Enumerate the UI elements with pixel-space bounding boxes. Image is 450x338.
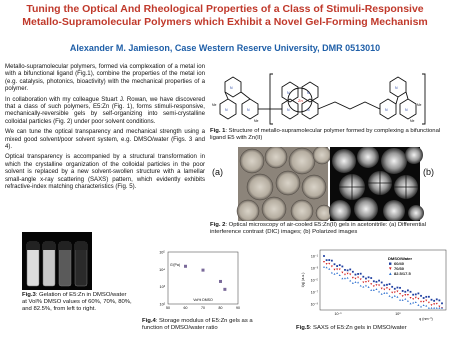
fig5-data-point [333, 269, 335, 271]
fig5-data-point [404, 298, 406, 300]
fig5-data-point [323, 261, 325, 263]
fig4-y-tick-label: 10³ [159, 285, 165, 290]
fig5-data-point [397, 287, 399, 289]
fig5-data-point [375, 284, 377, 286]
svg-text:Me: Me [212, 103, 217, 107]
fig5-data-point [333, 273, 335, 275]
svg-text:N: N [230, 86, 233, 90]
fig5-data-point [436, 307, 438, 309]
fig5-data-point [344, 274, 346, 276]
fig5-data-point [391, 296, 393, 298]
fig5-data-point [425, 305, 427, 307]
fig5-data-point [433, 300, 435, 302]
fig5-data-point [412, 302, 414, 304]
fig5-data-point [389, 295, 391, 297]
svg-text:N: N [287, 108, 290, 112]
fig5-data-point [355, 274, 357, 276]
fig5-data-point [328, 268, 330, 270]
fig5-data-point [410, 303, 412, 305]
paragraph-2: In collaboration with my colleague Stuart J. Rowan, we have discovered that a class of such polymers, E5:Zn (Fig. 1), forms stimuli-responsive, mechanically-reversible gels by self-organizing into semi-crystalline colloidal particles (Fig. 2) under poor solvent conditions. [5, 95, 205, 125]
fig5-data-point [438, 299, 440, 301]
fig5-data-point [402, 299, 404, 301]
fig5-data-point [425, 300, 427, 302]
fig5-data-point [412, 294, 414, 296]
fig5-data-point [365, 281, 367, 283]
fig1-caption-label: Fig. 1 [210, 128, 226, 134]
fig5-data-point [386, 292, 388, 294]
fig5-data-point [344, 277, 346, 279]
fig5-data-point [339, 268, 341, 270]
fig5-caption-label: Fig.5 [296, 325, 310, 331]
fig5-data-point [323, 255, 325, 257]
fig5-data-point [428, 302, 430, 304]
fig5-data-point [420, 306, 422, 308]
fig5-data-point [378, 291, 380, 293]
svg-text:Me: Me [410, 119, 415, 123]
fig5-data-point [438, 307, 440, 309]
fig4-data-point [223, 288, 226, 291]
fig5-data-point [428, 307, 430, 309]
fig5-y-tick-label: 10⁻⁹ [310, 302, 318, 307]
fig5-data-point [326, 266, 328, 268]
fig4-x-tick-label: 70 [201, 306, 205, 310]
fig5-data-point [373, 280, 375, 282]
fig5-data-point [370, 283, 372, 285]
fig4-y-tick-label: 10² [159, 302, 165, 307]
fig5-data-point [347, 277, 349, 279]
fig5-data-point [375, 288, 377, 290]
fig5-data-point [341, 277, 343, 279]
fig5-data-point [336, 265, 338, 267]
fig5-data-point [383, 284, 385, 286]
fig5-data-point [402, 295, 404, 297]
svg-text:Me: Me [254, 119, 259, 123]
fig5-data-point [399, 287, 401, 289]
fig5-data-point [399, 299, 401, 301]
fig5-data-point [399, 293, 401, 295]
fig5-data-point [360, 273, 362, 275]
fig5-y-tick-label: 10⁻⁵ [310, 278, 318, 283]
fig5-data-point [347, 273, 349, 275]
fig5-data-point [396, 296, 398, 298]
fig4-storage-modulus-chart [142, 248, 244, 316]
fig5-y-tick-label: 10⁻³ [310, 266, 318, 271]
fig5-data-point [420, 301, 422, 303]
fig5-data-point [431, 299, 433, 301]
fig5-data-point [417, 304, 419, 306]
fig5-data-point [331, 266, 333, 268]
fig5-data-point [344, 269, 346, 271]
fig5-data-point [354, 281, 356, 283]
fig5-data-point [368, 276, 370, 278]
fig5-data-point [423, 304, 425, 306]
fig5-data-point [373, 289, 375, 291]
fig5-data-point [394, 288, 396, 290]
svg-text:N: N [395, 86, 398, 90]
fig2-caption-label: Fig. 2 [210, 222, 226, 228]
fig5-data-point [352, 282, 354, 284]
fig4-x-axis-label: Vol% DMSO [193, 298, 213, 302]
fig5-data-point [357, 273, 359, 275]
fig4-x-tick-label: 50 [166, 306, 170, 310]
fig5-data-point [352, 271, 354, 273]
fig4-caption [142, 318, 257, 332]
fig5-data-point [391, 292, 393, 294]
fig5-data-point [431, 307, 433, 309]
fig5-data-point [336, 269, 338, 271]
fig5-data-point [381, 282, 383, 284]
fig4-caption-label: Fig.4 [142, 318, 156, 324]
fig5-data-point [362, 286, 364, 288]
fig3-caption [22, 292, 132, 314]
fig5-data-point [339, 274, 341, 276]
fig5-data-point [360, 278, 362, 280]
svg-text:N: N [385, 108, 388, 112]
fig5-data-point [410, 291, 412, 293]
fig5-plot-frame [320, 250, 446, 310]
fig5-data-point [404, 294, 406, 296]
svg-text:N: N [307, 108, 310, 112]
fig5-data-point [383, 292, 385, 294]
fig5-data-point [417, 298, 419, 300]
fig5-data-point [354, 278, 356, 280]
fig5-data-point [441, 302, 443, 304]
paragraph-3: We can tune the optical transparency and mechanical strength using a mixed good solvent/poor solvent system, e.g. DMSO/water (Figs. 3 and 4). [5, 128, 205, 151]
poster-title [0, 3, 450, 29]
fig5-data-point [326, 263, 328, 265]
fig5-data-point [415, 293, 417, 295]
fig5-data-point [339, 264, 341, 266]
fig5-legend-entry: 70/30 [394, 266, 405, 271]
fig3-caption-label: Fig.3 [22, 292, 36, 298]
fig5-data-point [415, 301, 417, 303]
svg-text:N: N [307, 91, 310, 95]
fig3-vials-photo [22, 232, 92, 290]
svg-text:N: N [247, 108, 250, 112]
fig5-data-point [381, 288, 383, 290]
fig5-data-point [368, 280, 370, 282]
fig2-label-b: (b) [423, 167, 434, 177]
fig5-legend-marker [389, 263, 391, 265]
fig5-data-point [368, 286, 370, 288]
fig5-x-tick-label: 10⁰ [395, 312, 401, 316]
fig5-data-point [349, 280, 351, 282]
fig5-data-point [365, 285, 367, 287]
fig5-data-point [357, 277, 359, 279]
fig5-data-point [436, 303, 438, 305]
svg-text:Me: Me [417, 103, 422, 107]
fig5-data-point [334, 263, 336, 265]
fig5-data-point [436, 298, 438, 300]
fig5-data-point [386, 284, 388, 286]
svg-text:N: N [287, 91, 290, 95]
fig5-data-point [394, 291, 396, 293]
svg-text:N: N [225, 108, 228, 112]
fig5-data-point [331, 260, 333, 262]
fig5-caption-text: : SAXS of E5:Zn gels in DMSO/water [309, 325, 407, 331]
fig5-data-point [362, 281, 364, 283]
fig5-data-point [423, 301, 425, 303]
fig5-data-point [394, 295, 396, 297]
fig5-data-point [331, 272, 333, 274]
fig5-data-point [415, 297, 417, 299]
fig5-data-point [352, 277, 354, 279]
fig1-caption-text: : Structure of metallo-supramolecular polymer formed by complexing a bifunctional ligand E5 with Zn(II) [210, 128, 441, 142]
fig4-data-point [184, 265, 187, 268]
fig5-data-point [407, 300, 409, 302]
fig5-data-point [389, 289, 391, 291]
fig5-saxs-chart [296, 248, 448, 322]
svg-text:Zn: Zn [298, 98, 303, 103]
fig5-data-point [328, 259, 330, 261]
fig5-data-point [378, 280, 380, 282]
fig5-data-point [326, 259, 328, 261]
fig5-legend-entry: 60/40 [394, 261, 405, 266]
fig5-data-point [389, 283, 391, 285]
fig5-data-point [386, 287, 388, 289]
title-line-1: Tuning the Optical And Rheological Properties of a Class of Stimuli-Responsive [26, 3, 424, 15]
fig5-data-point [360, 285, 362, 287]
fig5-data-point [420, 295, 422, 297]
fig5-data-point [328, 263, 330, 265]
fig5-data-point [396, 291, 398, 293]
fig5-data-point [412, 298, 414, 300]
fig5-data-point [407, 289, 409, 291]
fig5-data-point [336, 272, 338, 274]
fig5-data-point [349, 274, 351, 276]
fig2-caption [210, 222, 448, 236]
fig4-data-point [219, 280, 222, 283]
fig5-legend-marker [389, 267, 392, 270]
fig5-data-point [373, 285, 375, 287]
fig4-x-tick-label: 80 [218, 306, 223, 310]
paragraph-1: Metallo-supramolecular polymers, formed via complexation of a metal ion with a bifunctional ligand (Fig.1), combine the properties of the metal ion (e.g. catalysis, photonics, bioactivity) with the mechanical properties of a polymer. [5, 63, 205, 93]
fig5-data-point [431, 304, 433, 306]
fig4-caption-text: : Storage modulus of E5:Zn gels as a function of DMSO/water ratio [142, 318, 253, 332]
fig5-data-point [418, 293, 420, 295]
fig5-data-point [365, 278, 367, 280]
fig2-label-a: (a) [212, 167, 223, 177]
fig5-legend-title: DMSO/Water [388, 256, 413, 261]
fig5-data-point [402, 290, 404, 292]
fig5-data-point [357, 281, 359, 283]
fig4-plot-frame [168, 252, 238, 304]
fig4-y-tick-label: 10⁵ [159, 250, 165, 255]
fig1-caption [210, 128, 445, 142]
fig5-data-point [425, 296, 427, 298]
fig5-data-point [370, 277, 372, 279]
fig5-data-point [370, 289, 372, 291]
fig5-x-axis-label: q (nm⁻¹) [419, 317, 433, 321]
paragraph-4: Optical transparency is accompanied by a structural transformation in which the crystalline organization of the colloidal particles in the poor solvent is replaced by a new solvent-swollen structure with a lamellar small-angle x-ray scattering (SAXS) pattern, which evidently exhibits refractive-index matching characteristics (Fig. 5). [5, 153, 205, 191]
svg-text:N: N [405, 108, 408, 112]
fig5-caption [296, 325, 450, 332]
fig4-data-point [202, 269, 205, 272]
fig5-data-point [383, 289, 385, 291]
fig5-data-point [341, 272, 343, 274]
fig5-legend-marker [389, 272, 392, 275]
fig5-y-axis-label: I(q) (a.u.) [301, 272, 305, 288]
fig5-data-point [381, 293, 383, 295]
fig4-y-axis-label: G'(Pa) [170, 263, 181, 267]
fig5-data-point [404, 291, 406, 293]
fig5-data-point [433, 307, 435, 309]
fig5-y-tick-label: 10⁻⁷ [310, 290, 318, 295]
fig5-data-point [433, 303, 435, 305]
body-text [5, 63, 205, 194]
fig5-data-point [362, 276, 364, 278]
fig1-structure-diagram [210, 62, 445, 128]
fig5-data-point [428, 296, 430, 298]
fig3-caption-text: : Gelation of E5:Zn in DMSO/water at Vol% DMSO values of 60%, 70%, 80%, and 82.5%, from left to right. [22, 292, 132, 313]
fig5-data-point [323, 266, 325, 268]
fig5-data-point [341, 266, 343, 268]
fig4-y-tick-label: 10⁴ [159, 267, 165, 272]
fig5-legend-entry: 82.5/17.5 [394, 271, 411, 276]
fig5-data-point [376, 281, 378, 283]
fig5-data-point [410, 297, 412, 299]
fig5-data-point [349, 269, 351, 271]
fig5-data-point [347, 269, 349, 271]
fig4-x-tick-label: 60 [183, 306, 188, 310]
fig5-x-tick-label: 10⁻¹ [334, 312, 342, 316]
fig2-caption-text: : Optical microscopy of air-cooled E5:Zn(II) gels in acetonitrile: (a) Differential interference contrast (DIC) images; (b) Polarized images [210, 222, 426, 236]
fig5-data-point [391, 286, 393, 288]
fig5-data-point [423, 297, 425, 299]
fig4-x-tick-label: 90 [236, 306, 240, 310]
fig5-data-point [378, 285, 380, 287]
fig5-data-point [407, 294, 409, 296]
title-line-2: Metallo-Supramolecular Polymers which Exhibit a Novel Gel-Forming Mechanism [22, 16, 428, 28]
author-line: Alexander M. Jamieson, Case Western Reserve University, DMR 0513010 [69, 43, 381, 53]
fig2-microscopy-images [210, 147, 445, 221]
fig5-y-tick-label: 10⁻¹ [310, 254, 318, 259]
